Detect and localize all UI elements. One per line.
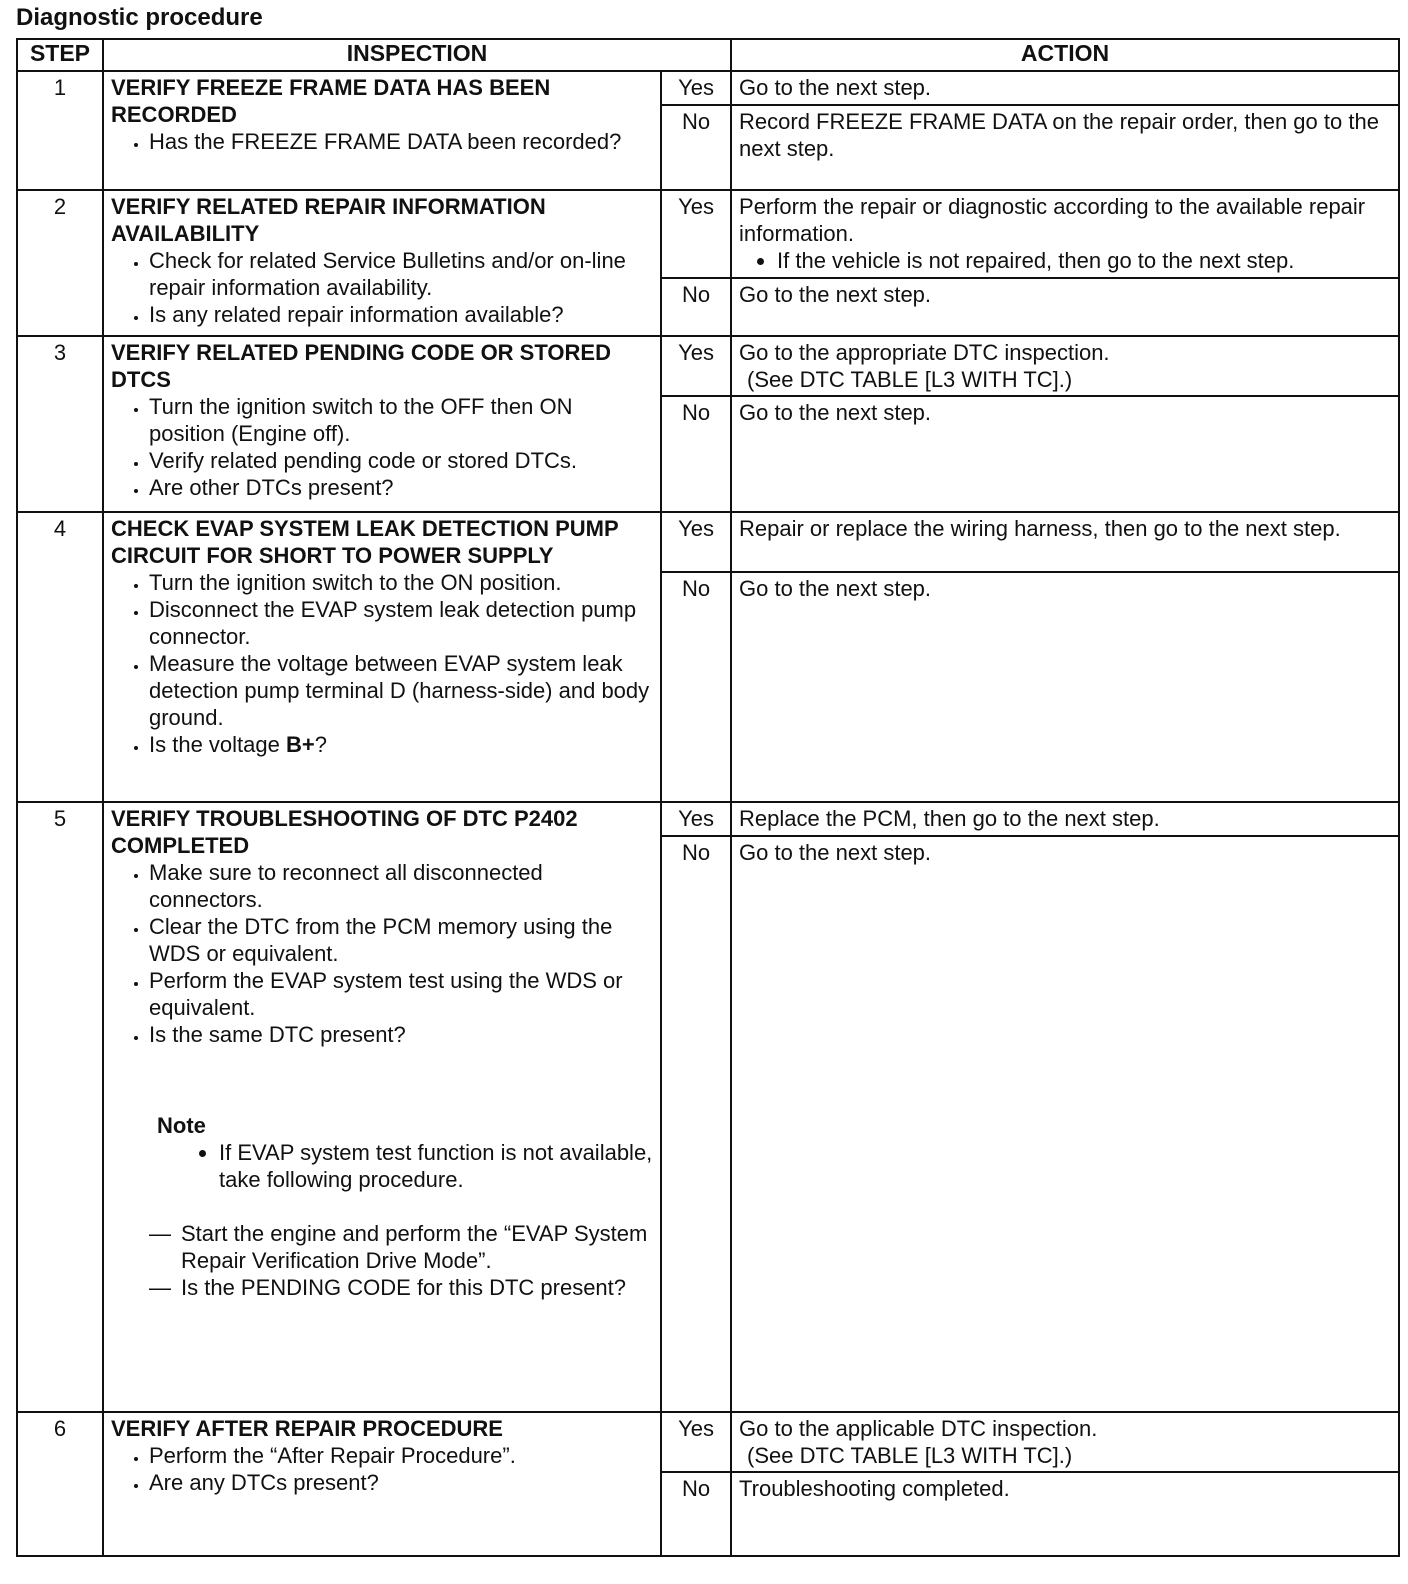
step-heading: VERIFY TROUBLESHOOTING OF DTC P2402 COMPLETED	[111, 806, 578, 858]
diagnostic-procedure-table	[16, 38, 1400, 1557]
step-inspection	[103, 190, 661, 336]
header-row	[17, 39, 1399, 71]
yes-label: Yes	[661, 1412, 731, 1472]
no-action: Troubleshooting completed.	[731, 1472, 1399, 1556]
no-label: No	[661, 572, 731, 802]
step-heading: VERIFY FREEZE FRAME DATA HAS BEEN RECORDED	[111, 75, 551, 127]
step-3-yes-row	[17, 336, 1399, 396]
yes-action-cell	[731, 190, 1399, 278]
see-reference: (See DTC TABLE [L3 WITH TC].)	[747, 1443, 1073, 1468]
page-title: Diagnostic procedure	[16, 4, 263, 31]
step-number: 2	[17, 190, 103, 336]
step-inspection	[103, 336, 661, 512]
inspection-bullets	[111, 128, 653, 155]
step-5-yes-row	[17, 802, 1399, 836]
no-label: No	[661, 1472, 731, 1556]
no-action: Go to the next step.	[731, 278, 1399, 336]
inspection-bullets	[111, 569, 653, 758]
action-bullets	[739, 247, 1391, 274]
step-heading: VERIFY RELATED PENDING CODE OR STORED DTCS	[111, 340, 611, 392]
yes-action-cell	[731, 336, 1399, 396]
inspection-bullet: • Are any DTCs present?	[149, 1469, 653, 1496]
inspection-bullet: • Has the FREEZE FRAME DATA been recorded?	[149, 128, 653, 155]
inspection-bullet: • Check for related Service Bulletins and/or on-line repair information availability.	[149, 247, 653, 301]
no-label: No	[661, 278, 731, 336]
inspection-bullets	[111, 393, 653, 501]
yes-action-cell	[731, 1412, 1399, 1472]
step-heading: VERIFY AFTER REPAIR PROCEDURE	[111, 1416, 503, 1441]
note-title: Note	[157, 1113, 206, 1138]
step-number: 5	[17, 802, 103, 1412]
no-label: No	[661, 396, 731, 512]
action-header: ACTION	[731, 39, 1399, 71]
step-inspection	[103, 71, 661, 190]
inspection-bullets	[111, 247, 653, 328]
dash-item: — Start the engine and perform the “EVAP System Repair Verification Drive Mode”.	[149, 1220, 653, 1274]
inspection-bullet: • Measure the voltage between EVAP system leak detection pump terminal D (harness-side) and body ground.	[149, 650, 653, 731]
no-action: Go to the next step.	[731, 396, 1399, 512]
note-block	[111, 1112, 653, 1193]
no-label: No	[661, 836, 731, 1412]
yes-action: Replace the PCM, then go to the next step.	[731, 802, 1399, 836]
yes-action: Go to the applicable DTC inspection.	[739, 1416, 1098, 1441]
bullet-text: ?	[314, 732, 327, 757]
yes-label: Yes	[661, 190, 731, 278]
note-bullets	[157, 1139, 653, 1193]
step-inspection	[103, 512, 661, 802]
inspection-bullet: • Turn the ignition switch to the OFF then ON position (Engine off).	[149, 393, 653, 447]
step-header: STEP	[17, 39, 103, 71]
step-number: 4	[17, 512, 103, 802]
bullet-bold-text: B+	[285, 732, 315, 757]
step-2-yes-row	[17, 190, 1399, 278]
yes-action: Go to the next step.	[731, 71, 1399, 105]
inspection-bullet: • Turn the ignition switch to the ON position.	[149, 569, 653, 596]
inspection-bullet: • Disconnect the EVAP system leak detection pump connector.	[149, 596, 653, 650]
yes-action: Perform the repair or diagnostic according to the available repair information.	[739, 194, 1366, 246]
no-action: Go to the next step.	[731, 836, 1399, 1412]
step-1-yes-row	[17, 71, 1399, 105]
yes-label: Yes	[661, 802, 731, 836]
no-action: Record FREEZE FRAME DATA on the repair order, then go to the next step.	[731, 105, 1399, 190]
step-heading: VERIFY RELATED REPAIR INFORMATION AVAILABILITY	[111, 194, 546, 246]
dash-list	[111, 1220, 653, 1301]
inspection-bullets	[111, 1442, 653, 1496]
inspection-bullet: • Perform the “After Repair Procedure”.	[149, 1442, 653, 1469]
step-inspection	[103, 802, 661, 1412]
step-6-yes-row	[17, 1412, 1399, 1472]
action-bullet: • If the vehicle is not repaired, then go to the next step.	[777, 247, 1391, 274]
yes-action: Repair or replace the wiring harness, then go to the next step.	[731, 512, 1399, 572]
step-number: 3	[17, 336, 103, 512]
yes-label: Yes	[661, 71, 731, 105]
note-bullet: • If EVAP system test function is not available, take following procedure.	[219, 1139, 653, 1193]
bullet-text: Is the voltage	[149, 732, 286, 757]
inspection-bullet: • Make sure to reconnect all disconnected connectors.	[149, 859, 653, 913]
no-action: Go to the next step.	[731, 572, 1399, 802]
step-heading: CHECK EVAP SYSTEM LEAK DETECTION PUMP CIRCUIT FOR SHORT TO POWER SUPPLY	[111, 516, 619, 568]
dash-item: — Is the PENDING CODE for this DTC present?	[149, 1274, 653, 1301]
inspection-bullet: • Is any related repair information available?	[149, 301, 653, 328]
inspection-bullets	[111, 859, 653, 1048]
yes-action: Go to the appropriate DTC inspection.	[739, 340, 1110, 365]
inspection-bullet: • Is the same DTC present?	[149, 1021, 653, 1048]
step-inspection	[103, 1412, 661, 1556]
step-4-yes-row	[17, 512, 1399, 572]
inspection-bullet: • Are other DTCs present?	[149, 474, 653, 501]
no-label: No	[661, 105, 731, 190]
step-number: 6	[17, 1412, 103, 1556]
inspection-bullet: • Verify related pending code or stored DTCs.	[149, 447, 653, 474]
yes-label: Yes	[661, 512, 731, 572]
yes-label: Yes	[661, 336, 731, 396]
inspection-header: INSPECTION	[103, 39, 731, 71]
step-number: 1	[17, 71, 103, 190]
inspection-bullet	[149, 731, 653, 758]
inspection-bullet: • Perform the EVAP system test using the WDS or equivalent.	[149, 967, 653, 1021]
inspection-bullet: • Clear the DTC from the PCM memory using the WDS or equivalent.	[149, 913, 653, 967]
see-reference: (See DTC TABLE [L3 WITH TC].)	[747, 367, 1073, 392]
